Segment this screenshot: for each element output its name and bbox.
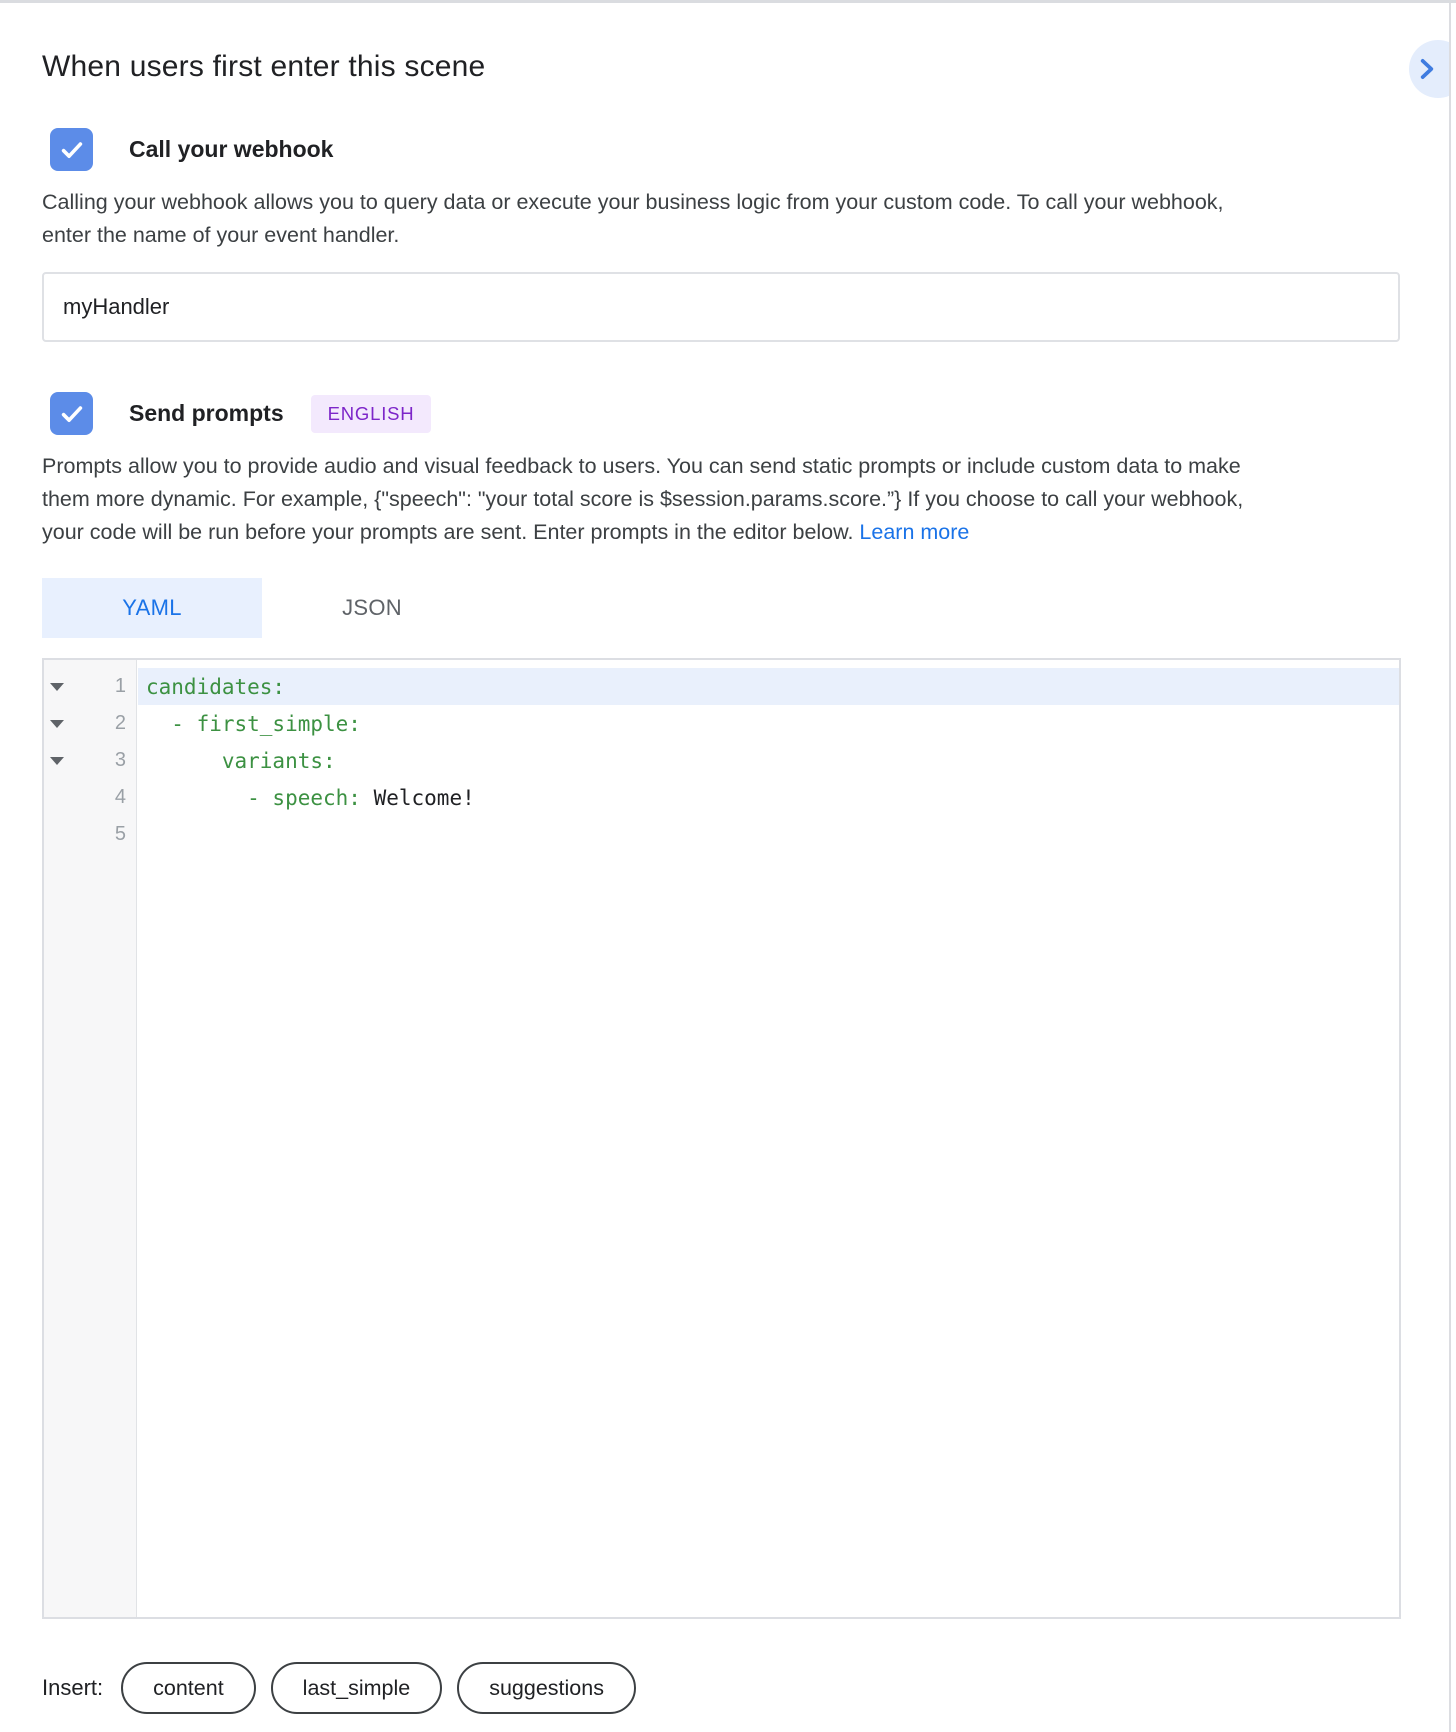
- language-badge: ENGLISH: [311, 395, 432, 433]
- fold-arrow-icon[interactable]: [44, 757, 70, 765]
- chevron-right-icon: [1414, 56, 1440, 82]
- line-number: 1: [114, 675, 126, 697]
- collapse-panel-button[interactable]: [1409, 40, 1451, 98]
- code-line-content[interactable]: candidates:: [138, 668, 1399, 705]
- line-number: 4: [114, 786, 126, 808]
- prompts-description-line: Prompts allow you to provide audio and visual feedback to users. You can send static prompts or include custom data to make: [42, 454, 1241, 478]
- insert-chip-last-simple[interactable]: last_simple: [271, 1662, 443, 1714]
- code-line-2: [44, 705, 1399, 742]
- line-number: 3: [114, 749, 126, 771]
- learn-more-link[interactable]: Learn more: [859, 520, 970, 544]
- code-line-content[interactable]: - first_simple:: [146, 711, 361, 736]
- code-line-content[interactable]: [138, 816, 1399, 853]
- insert-row: [42, 1662, 651, 1714]
- page-title: When users first enter this scene: [42, 50, 486, 83]
- code-line-3: [44, 742, 1399, 779]
- tab-yaml[interactable]: YAML: [42, 578, 262, 638]
- event-handler-input[interactable]: [42, 272, 1400, 342]
- prompt-code-editor[interactable]: [42, 658, 1401, 1619]
- editor-format-tabs: [42, 578, 482, 638]
- code-line-4: [44, 779, 1399, 816]
- insert-chip-suggestions[interactable]: suggestions: [457, 1662, 636, 1714]
- code-line-content[interactable]: - speech: Welcome!: [146, 785, 475, 810]
- code-line-1: [44, 668, 1399, 705]
- fold-arrow-icon[interactable]: [44, 683, 70, 691]
- call-webhook-checkbox[interactable]: [50, 128, 93, 171]
- editor-lines: [44, 660, 1399, 853]
- insert-chip-content[interactable]: content: [121, 1662, 256, 1714]
- prompts-row: [50, 392, 431, 435]
- tab-json[interactable]: JSON: [262, 578, 482, 638]
- call-webhook-label: Call your webhook: [129, 136, 334, 162]
- send-prompts-checkbox[interactable]: [50, 392, 93, 435]
- top-divider: [0, 0, 1456, 3]
- checkmark-icon: [58, 400, 86, 428]
- insert-label: Insert:: [42, 1675, 104, 1700]
- webhook-description: [42, 186, 1224, 252]
- line-number: 5: [114, 823, 126, 845]
- prompts-description: [42, 450, 1243, 549]
- webhook-description-line: Calling your webhook allows you to query data or execute your business logic from your custom code. To call your webhook,: [42, 190, 1224, 214]
- send-prompts-label: Send prompts: [129, 400, 284, 426]
- webhook-row: [50, 128, 333, 171]
- checkmark-icon: [58, 136, 86, 164]
- fold-arrow-icon[interactable]: [44, 720, 70, 728]
- webhook-description-line: enter the name of your event handler.: [42, 223, 400, 247]
- prompts-description-line: your code will be run before your prompts are sent. Enter prompts in the editor below. Learn more: [42, 520, 970, 544]
- prompts-description-line: them more dynamic. For example, {"speech": "your total score is $session.params.score.”} If you choose to call your webhook,: [42, 487, 1244, 511]
- line-number: 2: [114, 712, 126, 734]
- code-line-5: [44, 816, 1399, 853]
- code-line-content[interactable]: variants:: [146, 748, 336, 773]
